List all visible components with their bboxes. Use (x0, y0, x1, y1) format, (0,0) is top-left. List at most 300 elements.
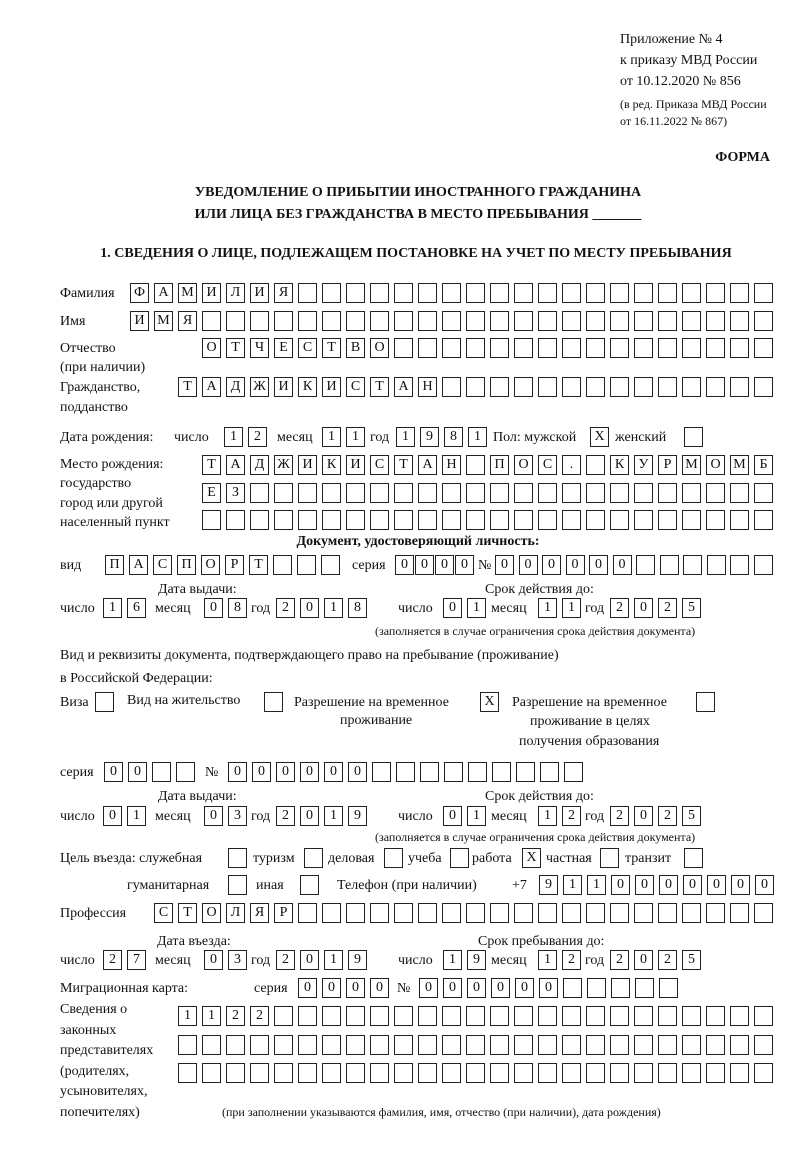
pob3-cell[interactable] (562, 510, 581, 530)
pob1-cell[interactable]: О (706, 455, 725, 475)
pob1-cell[interactable] (586, 455, 605, 475)
rep2-cell[interactable] (274, 1035, 293, 1055)
pob1-cell[interactable]: О (514, 455, 533, 475)
profession-cell[interactable] (346, 903, 365, 923)
profession-cell[interactable]: Л (226, 903, 245, 923)
rep3-cell[interactable] (490, 1063, 509, 1083)
right-issue-month-cell[interactable]: 0 (204, 806, 223, 826)
surname-cell[interactable] (346, 283, 365, 303)
rep2-cell[interactable] (730, 1035, 749, 1055)
profession-cell[interactable]: Р (274, 903, 293, 923)
profession-cell[interactable] (418, 903, 437, 923)
surname-cell[interactable]: И (250, 283, 269, 303)
pob2-cell[interactable] (634, 483, 653, 503)
p-transit-cell[interactable] (684, 848, 703, 868)
doc-number-cell[interactable]: 0 (589, 555, 608, 575)
pob2-cell[interactable] (370, 483, 389, 503)
stay-year-cell[interactable]: 5 (682, 950, 701, 970)
entry-year-cell[interactable]: 2 (276, 950, 295, 970)
rep3-cell[interactable] (466, 1063, 485, 1083)
pob3-cell[interactable] (634, 510, 653, 530)
patronymic-cell[interactable]: Т (322, 338, 341, 358)
surname-cell[interactable] (514, 283, 533, 303)
pob3-cell[interactable] (730, 510, 749, 530)
doc-valid-month-cell[interactable]: 1 (538, 598, 557, 618)
entry-day-cell[interactable]: 2 (103, 950, 122, 970)
rep1-cell[interactable] (730, 1006, 749, 1026)
doc-kind-cell[interactable] (321, 555, 340, 575)
stay-day-cell[interactable]: 1 (443, 950, 462, 970)
rep1-cell[interactable] (658, 1006, 677, 1026)
entry-year-cell[interactable]: 9 (348, 950, 367, 970)
rep1-cell[interactable] (442, 1006, 461, 1026)
rep3-cell[interactable] (418, 1063, 437, 1083)
rep3-cell[interactable] (586, 1063, 605, 1083)
pob1-cell[interactable]: И (346, 455, 365, 475)
citizenship-cell[interactable] (490, 377, 509, 397)
doc-number-cell[interactable] (660, 555, 679, 575)
pob3-cell[interactable] (442, 510, 461, 530)
rep2-cell[interactable] (538, 1035, 557, 1055)
patronymic-cell[interactable] (586, 338, 605, 358)
p-work-cell[interactable]: X (522, 848, 541, 868)
profession-cell[interactable] (466, 903, 485, 923)
name-cell[interactable] (634, 311, 653, 331)
surname-cell[interactable] (322, 283, 341, 303)
rep3-cell[interactable] (394, 1063, 413, 1083)
pob1-cell[interactable]: . (562, 455, 581, 475)
patronymic-cell[interactable]: В (346, 338, 365, 358)
rep3-cell[interactable] (634, 1063, 653, 1083)
rep2-cell[interactable] (226, 1035, 245, 1055)
pob1-cell[interactable]: Б (754, 455, 773, 475)
doc-number-cell[interactable]: 0 (613, 555, 632, 575)
mig-number-cell[interactable]: 0 (467, 978, 486, 998)
surname-cell[interactable] (394, 283, 413, 303)
name-cell[interactable] (466, 311, 485, 331)
mig-number-cell[interactable] (611, 978, 630, 998)
profession-cell[interactable]: Т (178, 903, 197, 923)
citizenship-cell[interactable] (682, 377, 701, 397)
patronymic-cell[interactable] (706, 338, 725, 358)
rep2-cell[interactable] (562, 1035, 581, 1055)
name-cell[interactable] (418, 311, 437, 331)
mig-number-cell[interactable] (635, 978, 654, 998)
pob3-cell[interactable] (706, 510, 725, 530)
right-valid-year-cell[interactable]: 2 (610, 806, 629, 826)
mig-number-cell[interactable] (659, 978, 678, 998)
citizenship-cell[interactable] (538, 377, 557, 397)
name-cell[interactable]: И (130, 311, 149, 331)
right-issue-day-cell[interactable]: 0 (103, 806, 122, 826)
rep2-cell[interactable] (682, 1035, 701, 1055)
doc-number-cell[interactable] (683, 555, 702, 575)
citizenship-cell[interactable]: Т (370, 377, 389, 397)
pob1-cell[interactable]: Т (394, 455, 413, 475)
right-series-cell[interactable] (176, 762, 195, 782)
rep2-cell[interactable] (634, 1035, 653, 1055)
dob-month-cell[interactable]: 1 (322, 427, 341, 447)
name-cell[interactable] (730, 311, 749, 331)
right-valid-day-cell[interactable]: 1 (467, 806, 486, 826)
phone-cell[interactable]: 1 (587, 875, 606, 895)
mig-number-cell[interactable] (587, 978, 606, 998)
profession-cell[interactable]: Я (250, 903, 269, 923)
rep2-cell[interactable] (466, 1035, 485, 1055)
surname-cell[interactable] (490, 283, 509, 303)
patronymic-cell[interactable] (730, 338, 749, 358)
profession-cell[interactable] (586, 903, 605, 923)
pob3-cell[interactable] (610, 510, 629, 530)
p-business-cell[interactable] (384, 848, 403, 868)
patronymic-cell[interactable] (490, 338, 509, 358)
entry-day-cell[interactable]: 7 (127, 950, 146, 970)
rep3-cell[interactable] (298, 1063, 317, 1083)
doc-number-cell[interactable] (707, 555, 726, 575)
doc-kind-cell[interactable]: С (153, 555, 172, 575)
pob3-cell[interactable] (466, 510, 485, 530)
pob2-cell[interactable] (394, 483, 413, 503)
right-number-cell[interactable]: 0 (348, 762, 367, 782)
pob3-cell[interactable] (490, 510, 509, 530)
doc-number-cell[interactable]: 0 (566, 555, 585, 575)
entry-month-cell[interactable]: 0 (204, 950, 223, 970)
pob2-cell[interactable] (730, 483, 749, 503)
pob3-cell[interactable] (202, 510, 221, 530)
name-cell[interactable] (682, 311, 701, 331)
p-tourism-cell[interactable] (304, 848, 323, 868)
name-cell[interactable] (610, 311, 629, 331)
citizenship-cell[interactable]: Ж (250, 377, 269, 397)
dob-year-cell[interactable]: 1 (396, 427, 415, 447)
name-cell[interactable] (226, 311, 245, 331)
rep3-cell[interactable] (538, 1063, 557, 1083)
doc-series-cell[interactable]: 0 (455, 555, 474, 575)
name-cell[interactable] (754, 311, 773, 331)
pob3-cell[interactable] (586, 510, 605, 530)
doc-number-cell[interactable]: 0 (542, 555, 561, 575)
pob1-cell[interactable]: Р (658, 455, 677, 475)
patronymic-cell[interactable] (634, 338, 653, 358)
mig-number-cell[interactable]: 0 (515, 978, 534, 998)
rep1-cell[interactable] (370, 1006, 389, 1026)
name-cell[interactable] (298, 311, 317, 331)
pob1-cell[interactable] (466, 455, 485, 475)
patronymic-cell[interactable]: Ч (250, 338, 269, 358)
right-valid-day-cell[interactable]: 0 (443, 806, 462, 826)
surname-cell[interactable] (706, 283, 725, 303)
pob3-cell[interactable] (538, 510, 557, 530)
dob-month-cell[interactable]: 1 (346, 427, 365, 447)
rep3-cell[interactable] (658, 1063, 677, 1083)
right-number-cell[interactable]: 0 (324, 762, 343, 782)
pob2-cell[interactable] (418, 483, 437, 503)
rep3-cell[interactable] (514, 1063, 533, 1083)
pob2-cell[interactable] (322, 483, 341, 503)
stay-year-cell[interactable]: 0 (634, 950, 653, 970)
right-number-cell[interactable] (396, 762, 415, 782)
name-cell[interactable] (346, 311, 365, 331)
doc-number-cell[interactable]: 0 (519, 555, 538, 575)
p-service-cell[interactable] (228, 848, 247, 868)
rep1-cell[interactable] (298, 1006, 317, 1026)
phone-cell[interactable]: 0 (755, 875, 774, 895)
rep2-cell[interactable] (346, 1035, 365, 1055)
rep3-cell[interactable] (274, 1063, 293, 1083)
right-valid-year-cell[interactable]: 5 (682, 806, 701, 826)
stay-month-cell[interactable]: 1 (538, 950, 557, 970)
pob1-cell[interactable]: М (682, 455, 701, 475)
pob1-cell[interactable]: А (418, 455, 437, 475)
surname-cell[interactable] (370, 283, 389, 303)
profession-cell[interactable] (370, 903, 389, 923)
right-valid-month-cell[interactable]: 2 (562, 806, 581, 826)
rep3-cell[interactable] (250, 1063, 269, 1083)
mig-series-cell[interactable]: 0 (370, 978, 389, 998)
pob3-cell[interactable] (250, 510, 269, 530)
citizenship-cell[interactable] (586, 377, 605, 397)
rep2-cell[interactable] (586, 1035, 605, 1055)
surname-cell[interactable]: И (202, 283, 221, 303)
citizenship-cell[interactable]: А (394, 377, 413, 397)
doc-issue-year-cell[interactable]: 1 (324, 598, 343, 618)
citizenship-cell[interactable] (706, 377, 725, 397)
surname-cell[interactable] (658, 283, 677, 303)
citizenship-cell[interactable]: Т (178, 377, 197, 397)
profession-cell[interactable] (562, 903, 581, 923)
name-cell[interactable] (322, 311, 341, 331)
pob3-cell[interactable] (298, 510, 317, 530)
pob1-cell[interactable]: Т (202, 455, 221, 475)
entry-month-cell[interactable]: 3 (228, 950, 247, 970)
pob3-cell[interactable] (322, 510, 341, 530)
surname-cell[interactable] (754, 283, 773, 303)
patronymic-cell[interactable] (394, 338, 413, 358)
right-issue-year-cell[interactable]: 9 (348, 806, 367, 826)
surname-cell[interactable] (466, 283, 485, 303)
dob-day-cell[interactable]: 2 (248, 427, 267, 447)
rep3-cell[interactable] (682, 1063, 701, 1083)
name-cell[interactable] (586, 311, 605, 331)
surname-cell[interactable] (418, 283, 437, 303)
rep3-cell[interactable] (730, 1063, 749, 1083)
rep2-cell[interactable] (322, 1035, 341, 1055)
name-cell[interactable] (370, 311, 389, 331)
right-issue-year-cell[interactable]: 1 (324, 806, 343, 826)
doc-valid-month-cell[interactable]: 1 (562, 598, 581, 618)
rep2-cell[interactable] (610, 1035, 629, 1055)
p-humanitarian-cell[interactable] (228, 875, 247, 895)
right-number-cell[interactable] (492, 762, 511, 782)
doc-kind-cell[interactable]: О (201, 555, 220, 575)
patronymic-cell[interactable] (754, 338, 773, 358)
rep1-cell[interactable] (634, 1006, 653, 1026)
right-number-cell[interactable] (372, 762, 391, 782)
mig-number-cell[interactable]: 0 (443, 978, 462, 998)
name-cell[interactable] (202, 311, 221, 331)
surname-cell[interactable] (298, 283, 317, 303)
phone-cell[interactable]: 1 (563, 875, 582, 895)
rep2-cell[interactable] (250, 1035, 269, 1055)
p-study-cell[interactable] (450, 848, 469, 868)
doc-number-cell[interactable]: 0 (495, 555, 514, 575)
phone-cell[interactable]: 0 (707, 875, 726, 895)
profession-cell[interactable] (682, 903, 701, 923)
trpe-cell[interactable] (696, 692, 715, 712)
phone-cell[interactable]: 0 (611, 875, 630, 895)
p-other-cell[interactable] (300, 875, 319, 895)
patronymic-cell[interactable] (610, 338, 629, 358)
rep3-cell[interactable] (178, 1063, 197, 1083)
pob2-cell[interactable]: З (226, 483, 245, 503)
pob3-cell[interactable] (658, 510, 677, 530)
name-cell[interactable] (394, 311, 413, 331)
name-cell[interactable] (658, 311, 677, 331)
patronymic-cell[interactable] (418, 338, 437, 358)
profession-cell[interactable] (490, 903, 509, 923)
rep2-cell[interactable] (178, 1035, 197, 1055)
rep1-cell[interactable]: 2 (250, 1006, 269, 1026)
pob3-cell[interactable] (418, 510, 437, 530)
citizenship-cell[interactable] (610, 377, 629, 397)
rep2-cell[interactable] (298, 1035, 317, 1055)
citizenship-cell[interactable] (634, 377, 653, 397)
doc-valid-year-cell[interactable]: 2 (658, 598, 677, 618)
stay-year-cell[interactable]: 2 (658, 950, 677, 970)
surname-cell[interactable] (634, 283, 653, 303)
mig-series-cell[interactable]: 0 (298, 978, 317, 998)
rep2-cell[interactable] (202, 1035, 221, 1055)
name-cell[interactable]: М (154, 311, 173, 331)
profession-cell[interactable] (298, 903, 317, 923)
surname-cell[interactable] (538, 283, 557, 303)
rep1-cell[interactable] (274, 1006, 293, 1026)
rep1-cell[interactable] (682, 1006, 701, 1026)
profession-cell[interactable]: С (154, 903, 173, 923)
stay-year-cell[interactable]: 2 (610, 950, 629, 970)
entry-year-cell[interactable]: 1 (324, 950, 343, 970)
rep2-cell[interactable] (418, 1035, 437, 1055)
profession-cell[interactable] (706, 903, 725, 923)
surname-cell[interactable] (442, 283, 461, 303)
rep3-cell[interactable] (754, 1063, 773, 1083)
rep1-cell[interactable] (322, 1006, 341, 1026)
doc-valid-year-cell[interactable]: 0 (634, 598, 653, 618)
pob3-cell[interactable] (682, 510, 701, 530)
stay-day-cell[interactable]: 9 (467, 950, 486, 970)
doc-series-cell[interactable]: 0 (395, 555, 414, 575)
doc-valid-year-cell[interactable]: 2 (610, 598, 629, 618)
name-cell[interactable] (250, 311, 269, 331)
dob-year-cell[interactable]: 8 (444, 427, 463, 447)
pob2-cell[interactable] (562, 483, 581, 503)
entry-year-cell[interactable]: 0 (300, 950, 319, 970)
citizenship-cell[interactable] (466, 377, 485, 397)
doc-kind-cell[interactable]: А (129, 555, 148, 575)
name-cell[interactable]: Я (178, 311, 197, 331)
pob2-cell[interactable] (754, 483, 773, 503)
name-cell[interactable] (274, 311, 293, 331)
right-valid-month-cell[interactable]: 1 (538, 806, 557, 826)
pob1-cell[interactable]: С (538, 455, 557, 475)
citizenship-cell[interactable]: Н (418, 377, 437, 397)
pob2-cell[interactable] (274, 483, 293, 503)
right-series-cell[interactable]: 0 (104, 762, 123, 782)
phone-cell[interactable]: 0 (659, 875, 678, 895)
doc-issue-year-cell[interactable]: 8 (348, 598, 367, 618)
doc-series-cell[interactable]: 0 (435, 555, 454, 575)
pob1-cell[interactable]: Д (250, 455, 269, 475)
right-issue-year-cell[interactable]: 2 (276, 806, 295, 826)
rep3-cell[interactable] (562, 1063, 581, 1083)
profession-cell[interactable] (322, 903, 341, 923)
pob2-cell[interactable] (442, 483, 461, 503)
pob2-cell[interactable] (538, 483, 557, 503)
citizenship-cell[interactable] (442, 377, 461, 397)
rep1-cell[interactable] (562, 1006, 581, 1026)
mig-series-cell[interactable]: 0 (346, 978, 365, 998)
pob1-cell[interactable]: К (610, 455, 629, 475)
doc-issue-year-cell[interactable]: 0 (300, 598, 319, 618)
rep3-cell[interactable] (346, 1063, 365, 1083)
pob1-cell[interactable]: И (298, 455, 317, 475)
right-series-cell[interactable]: 0 (128, 762, 147, 782)
patronymic-cell[interactable] (538, 338, 557, 358)
pob1-cell[interactable]: П (490, 455, 509, 475)
profession-cell[interactable] (658, 903, 677, 923)
dob-year-cell[interactable]: 9 (420, 427, 439, 447)
pob2-cell[interactable] (706, 483, 725, 503)
doc-issue-day-cell[interactable]: 1 (103, 598, 122, 618)
pob1-cell[interactable]: А (226, 455, 245, 475)
patronymic-cell[interactable] (514, 338, 533, 358)
doc-kind-cell[interactable]: Р (225, 555, 244, 575)
right-number-cell[interactable]: 0 (228, 762, 247, 782)
doc-number-cell[interactable] (636, 555, 655, 575)
sex-female-cell[interactable] (684, 427, 703, 447)
rep3-cell[interactable] (442, 1063, 461, 1083)
sex-male-cell[interactable]: X (590, 427, 609, 447)
rep1-cell[interactable] (514, 1006, 533, 1026)
right-number-cell[interactable] (564, 762, 583, 782)
rep1-cell[interactable]: 1 (202, 1006, 221, 1026)
patronymic-cell[interactable] (562, 338, 581, 358)
profession-cell[interactable] (538, 903, 557, 923)
rep2-cell[interactable] (754, 1035, 773, 1055)
phone-cell[interactable]: 0 (635, 875, 654, 895)
rep1-cell[interactable] (418, 1006, 437, 1026)
rep1-cell[interactable]: 1 (178, 1006, 197, 1026)
pob1-cell[interactable]: У (634, 455, 653, 475)
pob1-cell[interactable]: К (322, 455, 341, 475)
surname-cell[interactable] (610, 283, 629, 303)
dob-day-cell[interactable]: 1 (224, 427, 243, 447)
rep3-cell[interactable] (370, 1063, 389, 1083)
right-number-cell[interactable] (516, 762, 535, 782)
rep2-cell[interactable] (658, 1035, 677, 1055)
rep3-cell[interactable] (706, 1063, 725, 1083)
rep1-cell[interactable] (586, 1006, 605, 1026)
citizenship-cell[interactable] (658, 377, 677, 397)
doc-valid-day-cell[interactable]: 0 (443, 598, 462, 618)
surname-cell[interactable] (586, 283, 605, 303)
pob2-cell[interactable] (490, 483, 509, 503)
citizenship-cell[interactable]: И (322, 377, 341, 397)
pob2-cell[interactable] (514, 483, 533, 503)
surname-cell[interactable]: А (154, 283, 173, 303)
pob3-cell[interactable] (346, 510, 365, 530)
rep2-cell[interactable] (514, 1035, 533, 1055)
